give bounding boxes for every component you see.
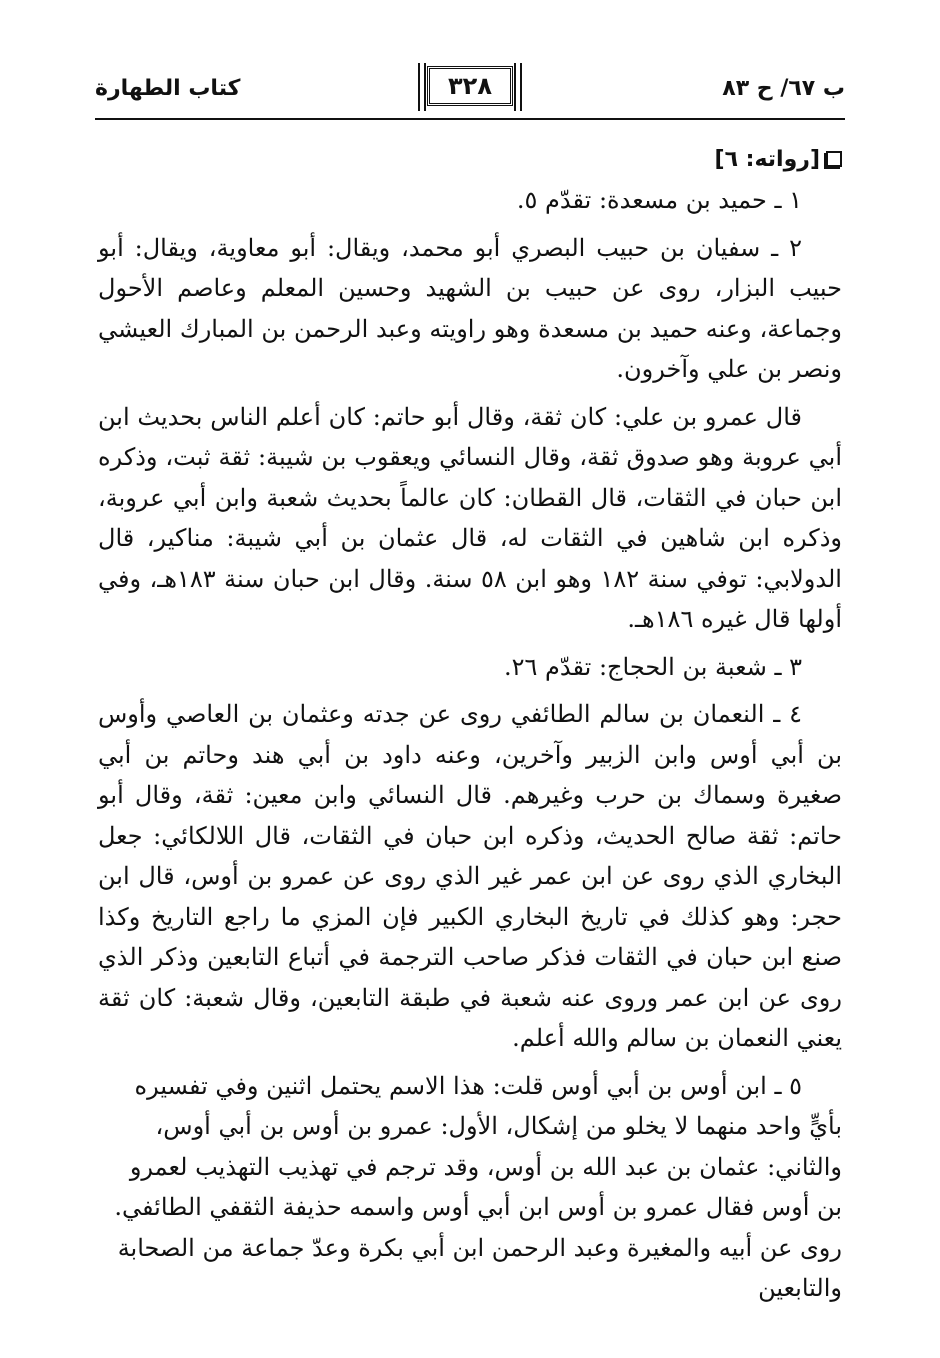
section-heading-text: [رواته: ٦]: [714, 147, 820, 172]
section-heading: [98, 140, 842, 180]
page-number: ٣٢٨: [448, 72, 492, 100]
page-body: [98, 140, 842, 1316]
narrator-entry-1: ١ ـ حميد بن مسعدة: تقدّم ٥.: [516, 186, 802, 214]
chapter-hadith-reference: ب ٦٧/ ح ٨٣: [722, 76, 845, 101]
narrator-entry-2-grading: قال عمرو بن علي: كان ثقة، وقال أبو حاتم: كان أعلم الناس بحديث ابن أبي عروبة وهو صدوق ثقة، وقال النسائي ويعقوب بن شيبة: ثقة ثبت، وذكره ابن حبان في الثقات، قال القطان: كان عالماً بحديث شعبة وابن أبي عروبة، وذكره ابن شاهين في الثقات له، قال عثمان بن أبي شيبة: مناكير، قال الدولابي: توفي سنة ١٨٢ وهو ابن ٥٨ سنة. وقال ابن حبان سنة ١٨٣هـ، وفي أولها قال غيره ١٨٦هـ.: [98, 402, 842, 633]
square-bullet-icon: [826, 151, 842, 167]
page-header: [95, 62, 845, 120]
narrator-entry-2: ٢ ـ سفيان بن حبيب البصري أبو محمد، ويقال: أبو معاوية، ويقال: أبو حبيب البزار، روى عن حبيب بن الشهيد وحسين المعلم وعاصم الأحول وجماعة، وعنه حميد بن مسعدة وهو راويته وعبد الرحمن بن المبارك العيشي ونصر بن علي وآخرون.: [98, 233, 842, 383]
narrator-entry-4: ٤ ـ النعمان بن سالم الطائفي روى عن جدته وعثمان بن العاصي وأوس بن أبي أوس وابن الزبير وآخرين، وعنه داود بن أبي هند وحاتم بن أبي صغيرة وسماك بن حرب وغيرهم. قال النسائي وابن معين: ثقة، وقال أبو حاتم: ثقة صالح الحديث، وذكره ابن حبان في الثقات، قال اللالكائي: جعل البخاري الذي روى عن ابن عمر غير الذي روى عن عمرو بن أوس، قال ابن حجر: وهو كذلك في تاريخ البخاري الكبير فإن المزي ما راجع التاريخ وكذا صنع ابن حبان في الثقات فذكر صاحب الترجمة في أتباع التابعين وذكر الذي روى عن ابن عمر وروى عنه شعبة في طبقة التابعين، وقال شعبة: كان ثقة يعني النعمان بن سالم والله أعلم.: [98, 700, 843, 1052]
page-number-frame: [427, 66, 513, 106]
narrator-entry-5: ٥ ـ ابن أوس بن أبي أوس قلت: هذا الاسم يحتمل اثنين وفي تفسيره بأيٍّ واحد منهما لا يخلو من إشكال، الأول: عمرو بن أوس بن أبي أوس، والثاني: عثمان بن عبد الله بن أوس، وقد ترجم في تهذيب التهذيب لعمرو بن أوس فقال عمرو بن أوس ابن أبي أوس واسمه حذيفة الثقفي الطائفي. روى عن أبيه والمغيرة وعبد الرحمن ابن أبي بكرة وعدّ جماعة من الصحابة والتابعين: [114, 1071, 842, 1302]
book-title: كتاب الطهارة: [95, 76, 241, 101]
narrator-entry-3: ٣ ـ شعبة بن الحجاج: تقدّم ٢٦.: [504, 652, 802, 681]
